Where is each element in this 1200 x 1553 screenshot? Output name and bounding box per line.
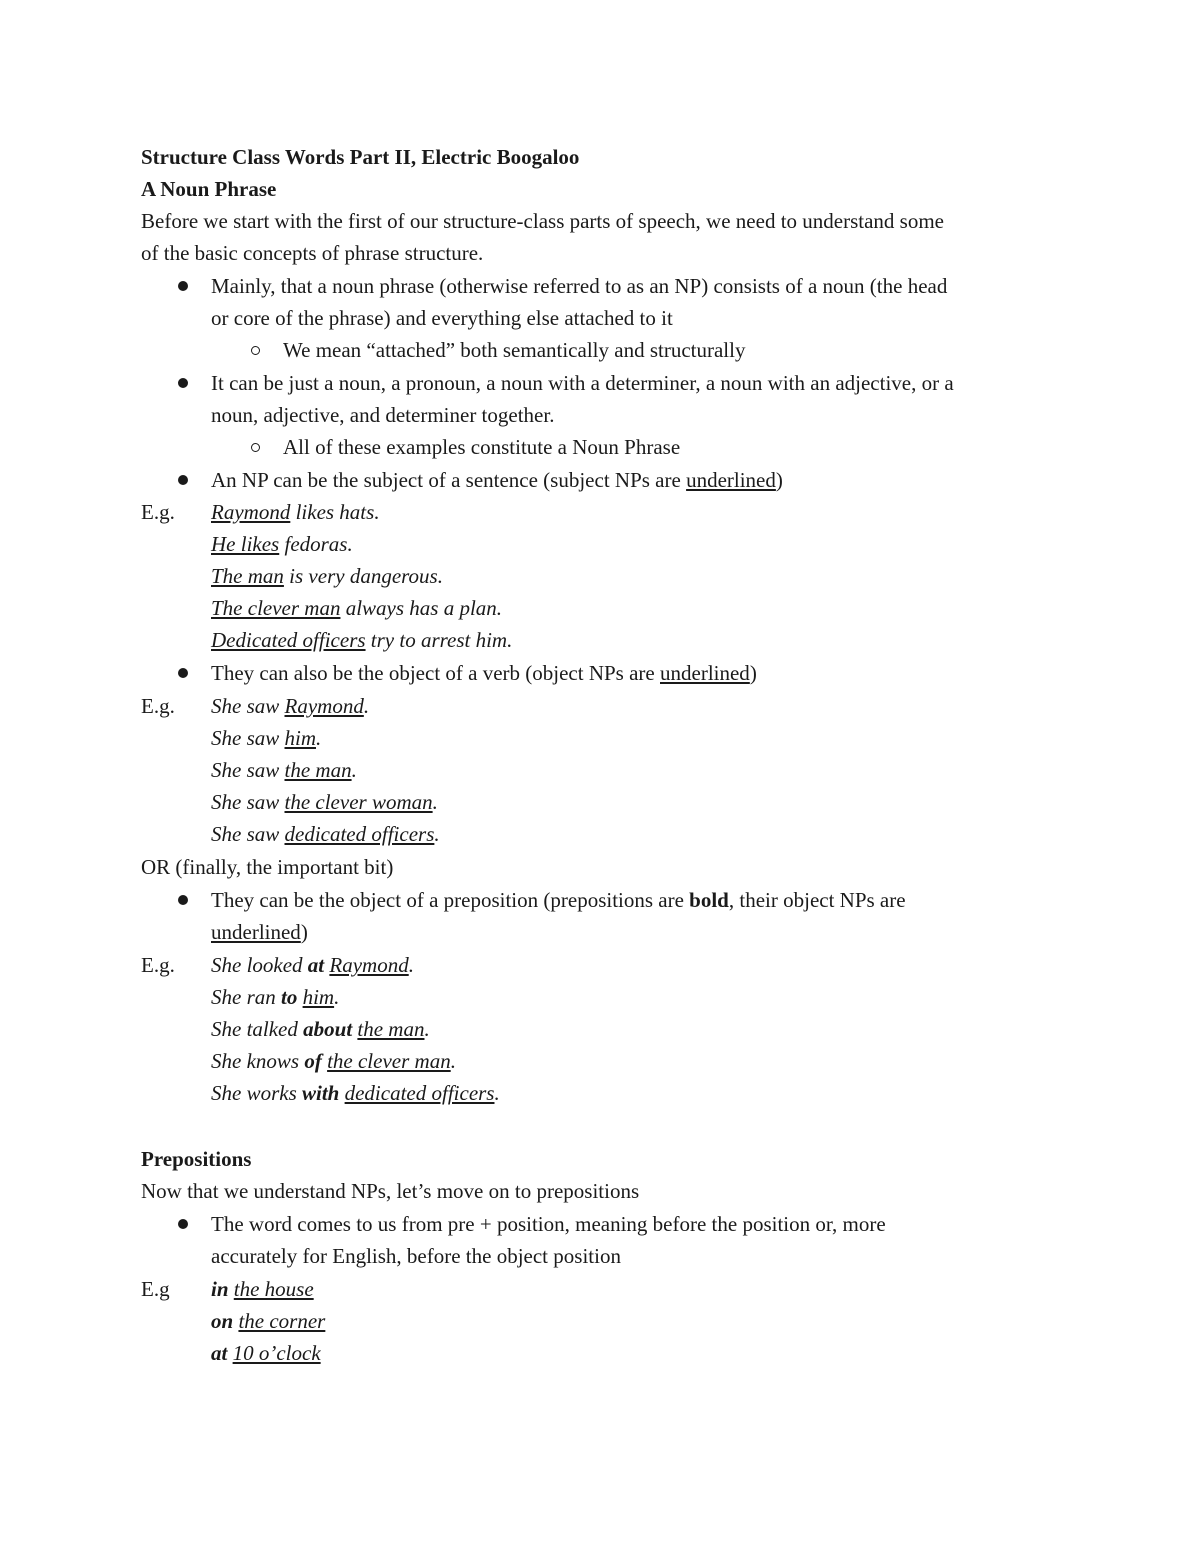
np-bullet-1-line-2: or core of the phrase) and everything else attached to it [211,306,673,330]
preposition-example: at 10 o’clock [211,1341,321,1365]
bullet-icon [178,281,188,291]
np-bullet-5-line-2: underlined) [211,920,308,944]
sub-bullet-icon [251,346,260,355]
object-example: She saw Raymond. [211,694,370,718]
prep-object-example: She knows of the clever man. [211,1049,456,1073]
eg-label: E.g [141,1277,170,1301]
subject-example: Raymond likes hats. [211,500,380,524]
object-example: She saw him. [211,726,322,750]
np-bullet-2-line-1: It can be just a noun, a pronoun, a noun with a determiner, a noun with an adjective, or a [211,371,954,395]
preposition-example: on the corner [211,1309,326,1333]
bullet-icon [178,475,188,485]
np-bullet-2-sub: All of these examples constitute a Noun Phrase [283,435,681,459]
subject-example: The clever man always has a plan. [211,596,503,620]
np-intro-line-1: Before we start with the first of our structure-class parts of speech, we need to understand some [141,209,944,233]
subject-example: The man is very dangerous. [211,564,443,588]
np-bullet-3: An NP can be the subject of a sentence (subject NPs are underlined) [211,468,783,492]
prep-bullet-1-line-2: accurately for English, before the object position [211,1244,621,1268]
bullet-icon [178,1219,188,1229]
object-example: She saw dedicated officers. [211,822,440,846]
prep-object-example: She works with dedicated officers. [211,1081,500,1105]
subject-example: He likes fedoras. [211,532,353,556]
prep-object-example: She looked at Raymond. [211,953,414,977]
prep-object-example: She ran to him. [211,985,340,1009]
bullet-icon [178,668,188,678]
prep-bullet-1-line-1: The word comes to us from pre + position, meaning before the position or, more [211,1212,886,1236]
sub-bullet-icon [251,443,260,452]
np-bullet-1-line-1: Mainly, that a noun phrase (otherwise referred to as an NP) consists of a noun (the head [211,274,948,298]
np-bullet-5-line-1: They can be the object of a preposition (prepositions are bold, their object NPs are [211,888,906,912]
eg-label: E.g. [141,500,175,524]
np-bullet-1-sub: We mean “attached” both semantically and structurally [283,338,746,362]
subject-example: Dedicated officers try to arrest him. [211,628,513,652]
bullet-icon [178,378,188,388]
np-bullet-4: They can also be the object of a verb (object NPs are underlined) [211,661,757,685]
np-intro-line-2: of the basic concepts of phrase structure. [141,241,484,265]
section-heading-noun-phrase: A Noun Phrase [141,177,277,201]
eg-label: E.g. [141,694,175,718]
eg-label: E.g. [141,953,175,977]
prep-object-example: She talked about the man. [211,1017,430,1041]
bullet-icon [178,895,188,905]
section-heading-prepositions: Prepositions [141,1147,252,1171]
document-title: Structure Class Words Part II, Electric Boogaloo [141,145,580,169]
prep-intro: Now that we understand NPs, let’s move on to prepositions [141,1179,640,1203]
object-example: She saw the clever woman. [211,790,438,814]
np-bullet-2-line-2: noun, adjective, and determiner together. [211,403,555,427]
preposition-example: in the house [211,1277,314,1301]
or-line: OR (finally, the important bit) [141,855,394,879]
object-example: She saw the man. [211,758,357,782]
